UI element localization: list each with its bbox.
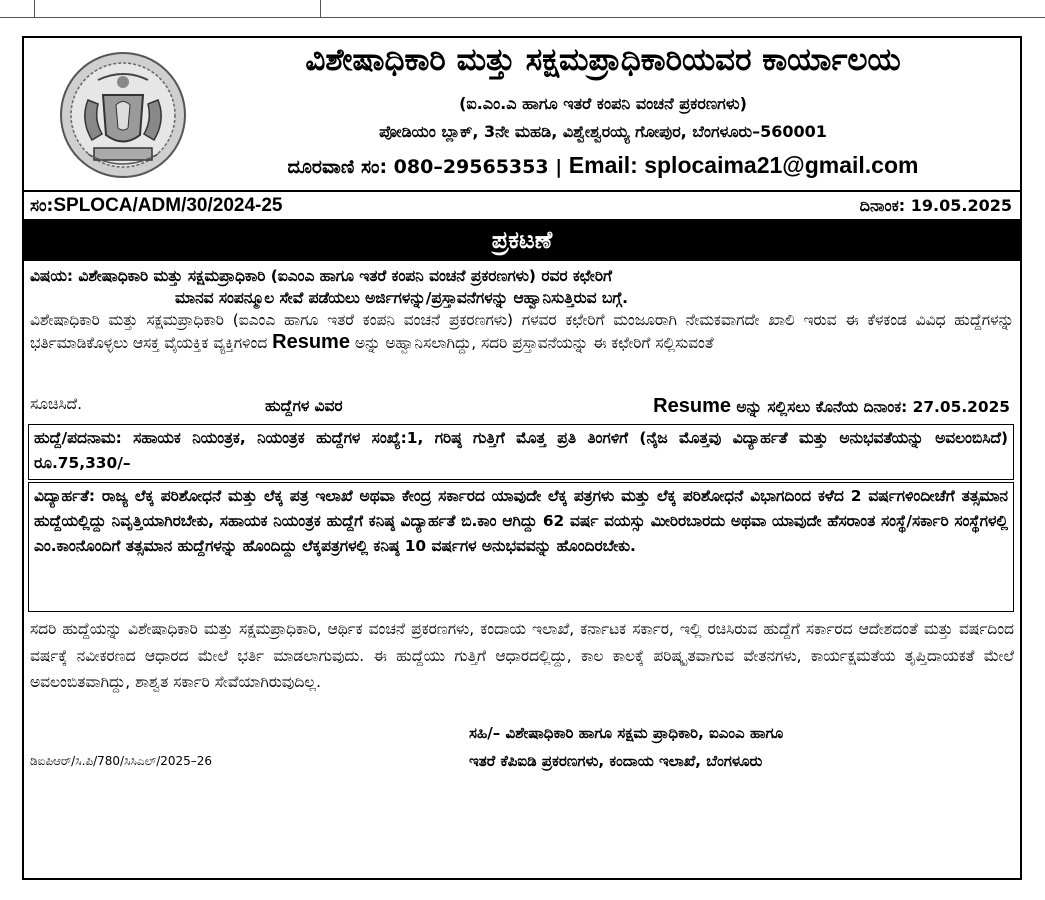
subject-line-2: ಮಾನವ ಸಂಪನ್ಮೂಲ ಸೇವೆ ಪಡೆಯಲು ಅರ್ಜಿಗಳನ್ನು/ಪ್ರಸ್ತಾವನೆಗಳನ್ನು ಆಹ್ವಾನಿಸುತ್ತಿರುವ ಬಗ್ಗೆ. xyxy=(175,289,628,307)
intro-text-continued: ಅನ್ನು ಅಹ್ವಾನಿಸಲಾಗಿದ್ದು, ಸದರಿ ಪ್ರಸ್ತಾವನೆಯನ್ನು ಈ ಕಛೇರಿಗೆ ಸಲ್ಲಿಸುವಂತೆ xyxy=(354,334,714,352)
notice-title: ಪ್ರಕಟಣೆ xyxy=(24,219,1020,261)
karnataka-emblem-icon xyxy=(58,50,188,180)
email-address: Email: splocaima21@gmail.com xyxy=(568,152,919,178)
notice-document xyxy=(22,36,1022,880)
letterhead xyxy=(24,38,1020,190)
deadline-text: ಅನ್ನು ಸಲ್ಲಿಸಲು ಕೊನೆಯ ದಿನಾಂಕ: 27.05.2025 xyxy=(736,398,1010,416)
resume-keyword: Resume xyxy=(272,331,350,353)
subject xyxy=(30,265,1014,309)
intro-last-line xyxy=(30,395,1014,419)
office-title: ವಿಶೇಷಾಧಿಕಾರಿ ಮತ್ತು ಸಕ್ಷಮಪ್ರಾಧಿಕಾರಿಯವರ ಕಾರ್ಯಾಲಯ xyxy=(305,42,901,78)
submission-deadline xyxy=(653,395,1010,418)
intro-text: ವಿಶೇಷಾಧಿಕಾರಿ ಮತ್ತು ಸಕ್ಷಮಪ್ರಾಧಿಕಾರಿ (ಐಎಂಎ ಹಾಗೂ ಇತರೆ ಕಂಪನಿ ವಂಚನೆ ಪ್ರಕರಣಗಳು) ಗಳವರ ಕಛೇರಿಗೆ ಮಂಜೂರಾಗಿ ನೇಮಕವಾಗದೇ ಖಾಲಿ ಇರುವ ಈ ಕೆಳಕಂಡ ವಿವಿಧ ಹುದ್ದೆಗಳನ್ನು ಭರ್ತಿಮಾಡಿಕೊಳ್ಳಲು ಆಸಕ್ತ ವೈಯಕ್ತಿಕ ವ್ಯಕ್ತಿಗಳಿಂದ xyxy=(30,311,1014,352)
top-page-border xyxy=(0,0,1045,18)
office-address: ಪೋಡಿಯಂ ಬ್ಲಾಕ್, 3ನೇ ಮಹಡಿ, ವಿಶ್ವೇಶ್ವರಯ್ಯ ಗೋಪುರ, ಬೆಂಗಳೂರು–560001 xyxy=(379,122,827,141)
notice-date: ದಿನಾಂಕ: 19.05.2025 xyxy=(859,196,1012,215)
reference-prefix: ಸಂ: xyxy=(30,196,54,216)
reference-row xyxy=(24,190,1020,221)
office-subtitle: (ಐ.ಎಂ.ಎ ಹಾಗೂ ಇತರೆ ಕಂಪನಿ ವಂಚನೆ ಪ್ರಕರಣಗಳು) xyxy=(459,94,747,113)
signature-line-2: ಇತರೆ ಕೆಪಿಐಡಿ ಪ್ರಕರಣಗಳು, ಕಂದಾಯ ಇಲಾಖೆ, ಬೆಂಗಳೂರು xyxy=(469,752,763,770)
contact-separator: | xyxy=(555,156,563,178)
qualification-box: ವಿದ್ಯಾರ್ಹತೆ: ರಾಜ್ಯ ಲೆಕ್ಕ ಪರಿಶೋಧನೆ ಮತ್ತು ಲೆಕ್ಕ ಪತ್ರ ಇಲಾಖೆ ಅಥವಾ ಕೇಂದ್ರ ಸರ್ಕಾರದ ಯಾವುದೇ ಲೆಕ್ಕ ಪತ್ರಗಳು ಮತ್ತು ಲೆಕ್ಕ ಪರಿಶೋಧನೆ ವಿಭಾಗದಿಂದ ಕಳೆದ 2 ವರ್ಷಗಳಿಂದೀಚೆಗೆ ತತ್ಸಮಾನ ಹುದ್ದೆಯಲ್ಲಿದ್ದು ನಿವೃತ್ತಿಯಾಗಿರಬೇಕು, ಸಹಾಯಕ ನಿಯಂತ್ರಕ ಹುದ್ದೆಗೆ ಕನಿಷ್ಠ ವಿದ್ಯಾರ್ಹತೆ ಬಿ.ಕಾಂ ಆಗಿದ್ದು 62 ವರ್ಷ ವಯಸ್ಸು ಮೀರಿರಬಾರದು ಅಥವಾ ಯಾವುದೇ ಹೆಸರಾಂತ ಸಂಸ್ಥೆ/ಸರ್ಕಾರಿ ಸಂಸ್ಥೆಗಳಲ್ಲಿ ಎಂ.ಕಾಂನೊಂದಿಗೆ ತತ್ಸಮಾನ ಹುದ್ದೆಗಳನ್ನು ಹೊಂದಿದ್ದು ಲೆಕ್ಕಪತ್ರಗಳಲ್ಲಿ ಕನಿಷ್ಠ 10 ವರ್ಷಗಳ ಅನುಭವವನ್ನು ಹೊಂದಿರಬೇಕು. xyxy=(28,482,1014,612)
contact-line xyxy=(194,152,1012,179)
intro-paragraph xyxy=(30,309,1014,354)
closing-paragraph: ಸದರಿ ಹುದ್ದೆಯನ್ನು ವಿಶೇಷಾಧಿಕಾರಿ ಮತ್ತು ಸಕ್ಷಮಪ್ರಾಧಿಕಾರಿ, ಆರ್ಥಿಕ ವಂಚನೆ ಪ್ರಕರಣಗಳು, ಕಂದಾಯ ಇಲಾಖೆ, ಕರ್ನಾಟಕ ಸರ್ಕಾರ, ಇಲ್ಲಿ ರಚಿಸಿರುವ ಹುದ್ದೆಗೆ ಸರ್ಕಾರದ ಆದೇಶದಂತೆ ಮತ್ತು ವರ್ಷದಿಂದ ವರ್ಷಕ್ಕೆ ನವೀಕರಣದ ಆಧಾರದ ಮೇಲೆ ಭರ್ತಿ ಮಾಡಲಾಗುವುದು. ಈ ಹುದ್ದೆಯು ಗುತ್ತಿಗೆ ಆಧಾರದಲ್ಲಿದ್ದು, ಕಾಲ ಕಾಲಕ್ಕೆ ಪರಿಷ್ಕೃತವಾಗುವ ವೇತನಗಳು, ಕಾರ್ಯಕ್ಷಮತೆಯ ತೃಪ್ತಿದಾಯಕತೆ ಮೇಲೆ ಅವಲಂಬಿತವಾಗಿದ್ದು, ಶಾಶ್ವತ ಸರ್ಕಾರಿ ಸೇವೆಯಾಗಿರುವುದಿಲ್ಲ. xyxy=(30,620,1014,691)
posts-details-label: ಹುದ್ದೆಗಳ ವಿವರ xyxy=(265,397,343,415)
phone-number: ದೂರವಾಣಿ ಸಂ: 080–29565353 xyxy=(287,156,549,178)
subject-line-1: ವಿಷಯ: ವಿಶೇಷಾಧಿಕಾರಿ ಮತ್ತು ಸಕ್ಷಮಪ್ರಾಧಿಕಾರಿ (ಐಎಂಎ ಹಾಗೂ ಇತರೆ ಕಂಪನಿ ವಂಚನೆ ಪ್ರಕರಣಗಳು) ರವರ ಕಛೇರಿಗೆ xyxy=(30,267,612,285)
reference-code: SPLOCA/ADM/30/2024-25 xyxy=(53,195,283,216)
deadline-resume-keyword: Resume xyxy=(653,395,731,417)
post-details-box: ಹುದ್ದೆ/ಪದನಾಮ: ಸಹಾಯಕ ನಿಯಂತ್ರಕ, ನಿಯಂತ್ರಕ ಹುದ್ದೆಗಳ ಸಂಖ್ಯೆ:1, ಗರಿಷ್ಠ ಗುತ್ತಿಗೆ ಮೊತ್ತ ಪ್ರತಿ ತಿಂಗಳಿಗೆ (ನೈಜ ಮೊತ್ತವು ವಿದ್ಯಾರ್ಹತೆ ಮತ್ತು ಅನುಭವತೆಯನ್ನು ಅವಲಂಬಿಸಿದೆ) ರೂ.75,330/– xyxy=(28,424,1014,480)
reference-number xyxy=(30,195,283,217)
signature-line-1: ಸಹಿ/– ವಿಶೇಷಾಧಿಕಾರಿ ಹಾಗೂ ಸಕ್ಷಮ ಪ್ರಾಧಿಕಾರಿ, ಐಎಂಎ ಹಾಗೂ xyxy=(469,724,784,742)
intro-closing-word: ಸೂಚಿಸಿದೆ. xyxy=(30,395,82,413)
dipr-reference: ಡಿಐಪಿಆರ್/ಸಿ.ಪಿ/780/ಸಿಸಿಎಲ್/2025–26 xyxy=(30,754,213,768)
